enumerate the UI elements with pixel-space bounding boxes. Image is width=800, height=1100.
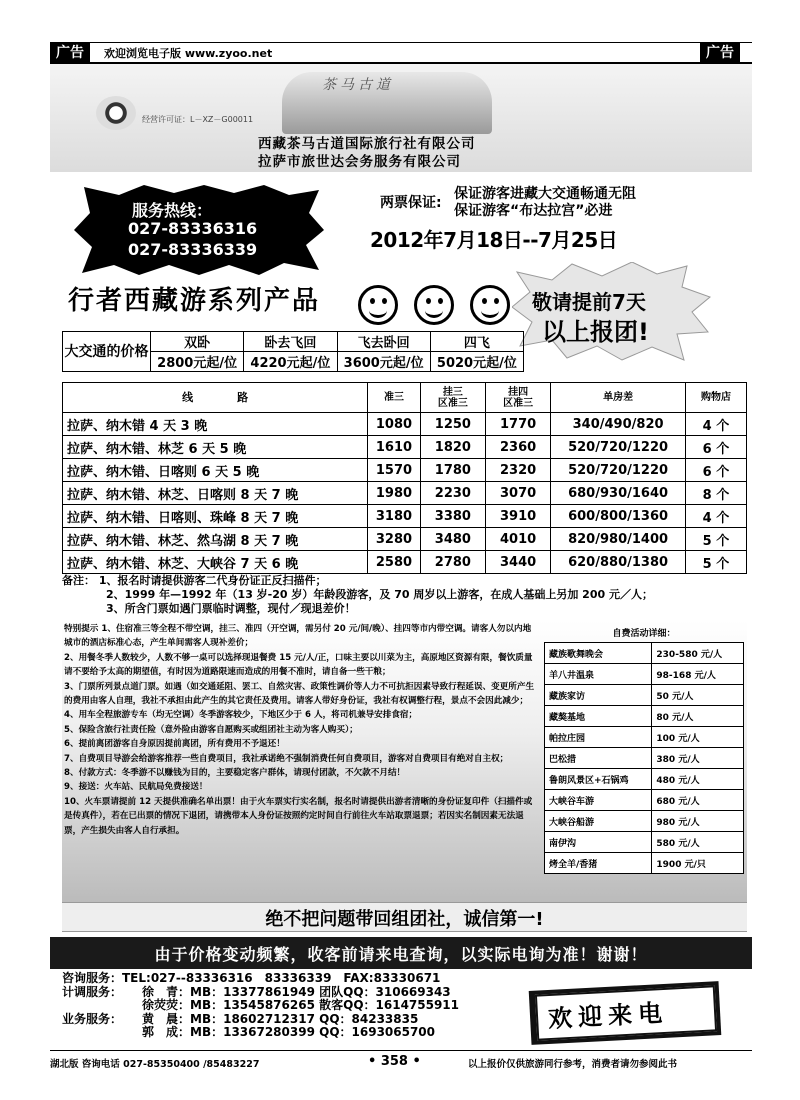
routes-header: 单房差	[551, 383, 686, 413]
extra-price: 480 元/人	[652, 769, 744, 790]
special-note: 10、火车票请提前 12 天提供准确名单出票！由于火车票实行实名制，报名时请提供出游者清晰的身份证复印件（扫描件或是传真件），若在已出票的情况下退团，请携带本人身份证按照约定时间自行前往火车站取票退票；若因实名制因素无法退票，产生损失由客人自行承担。	[64, 796, 533, 836]
price-notice: 由于价格变动频繁，收客前请来电查询，以实际电询为准！谢谢！	[154, 945, 648, 964]
guarantee-label: 两票保证:	[380, 195, 442, 211]
company-logo	[96, 96, 136, 130]
route-name: 拉萨、纳木错、林芝、大峡谷 7 天 6 晚	[63, 551, 368, 574]
transport-price: 2800元起/位	[151, 352, 244, 372]
footer-phone: 湖北版 咨询电话 027-85350400 /85483227	[50, 1059, 260, 1070]
extra-activity: 鲁朗风景区+石锅鸡	[545, 769, 652, 790]
footer-disclaimer: 以上报价仅供旅游同行参考，消费者请勿参阅此书	[468, 1059, 678, 1070]
special-note: 3、门票所列景点道门票。如遇（如交通延阻、罢工、自然灾害、政策性调价等人力不可抗拒因素导致行程延误、变更所产生的费用由客人自理，我社不承担由此产生的其它责任及费用。请客人带好身份证，我社有权调整行程，景点不会因此减少；	[64, 681, 535, 707]
route-cell: 2780	[420, 551, 485, 574]
route-cell: 3480	[420, 528, 485, 551]
route-cell: 3280	[368, 528, 421, 551]
extra-activity: 藏獒基地	[545, 706, 652, 727]
route-cell: 4 个	[685, 413, 746, 436]
extra-price: 980 元/人	[652, 811, 744, 832]
date-range: 2012年7月18日--7月25日	[370, 228, 618, 252]
route-cell: 1250	[420, 413, 485, 436]
extra-row	[545, 832, 744, 853]
route-cell: 600/800/1360	[551, 505, 686, 528]
guarantee-line-1: 保证游客进藏大交通畅通无阻	[454, 186, 636, 202]
route-cell: 3380	[420, 505, 485, 528]
extra-price: 680 元/人	[652, 790, 744, 811]
route-cell: 520/720/1220	[551, 459, 686, 482]
routes-header: 准三	[368, 383, 421, 413]
transport-price: 4220元起/位	[244, 352, 337, 372]
route-cell: 820/980/1400	[551, 528, 686, 551]
extra-activity: 藏族歌舞晚会	[545, 643, 652, 664]
transport-price: 3600元起/位	[337, 352, 430, 372]
extra-activity: 巴松措	[545, 748, 652, 769]
special-note: 特别提示 1、住宿准三等全程不带空调，挂三、准四（开空调，需另付 20 元/间/晚）、挂四等市内带空调。请客人勿以内地城市的酒店标准心态，产生单间需客人现补差价；	[64, 624, 532, 649]
route-cell: 2580	[368, 551, 421, 574]
product-title: 行者西藏游系列产品	[68, 286, 321, 316]
route-name: 拉萨、纳木错 4 天 3 晚	[63, 413, 368, 436]
extra-activity: 南伊沟	[545, 832, 652, 853]
route-cell: 5 个	[685, 551, 746, 574]
special-note: 8、付款方式：冬季游不以赚钱为目的，主要稳定客户群体，请现付团款，不欠款不月结！	[64, 768, 406, 779]
route-cell: 5 个	[685, 528, 746, 551]
extra-price: 1900 元/只	[652, 853, 744, 874]
route-cell: 1080	[368, 413, 421, 436]
special-note: 2、用餐冬季人数较少，人数不够一桌可以选择现退餐费 15 元/人/正，口味主要以川菜为主，高原地区资源有限，餐饮质量请不要给予太高的期望值，有时因为道路限速而造成的用餐不准时，请自备一些干粮；	[64, 652, 533, 678]
transport-header: 四飞	[430, 332, 523, 352]
route-cell: 3070	[486, 482, 551, 505]
route-row	[63, 413, 747, 436]
route-row	[63, 528, 747, 551]
extra-activity: 大峡谷车游	[545, 790, 652, 811]
extra-price: 380 元/人	[652, 748, 744, 769]
route-row	[63, 436, 747, 459]
route-cell: 1820	[420, 436, 485, 459]
contacts-block	[62, 972, 562, 1040]
route-row	[63, 459, 747, 482]
route-cell: 1780	[420, 459, 485, 482]
route-cell: 1570	[368, 459, 421, 482]
routes-header: 线 路	[63, 383, 368, 413]
note-item: 2、1999 年—1992 年（13 岁-20 岁）年龄段游客，及 70 周岁以上游客，在成人基础上另加 200 元／人；	[106, 588, 653, 601]
route-cell: 1610	[368, 436, 421, 459]
early-booking-line-1: 敬请提前7天	[532, 290, 646, 314]
notes-block	[62, 574, 747, 616]
transport-header: 双卧	[151, 332, 244, 352]
calligraphy-title: 茶马古道	[322, 77, 394, 93]
extra-row	[545, 727, 744, 748]
page-number: • 358 •	[368, 1054, 421, 1069]
special-note: 6、提前离团游客自身原因提前离团，所有费用不予退还！	[64, 739, 285, 750]
footer-rule	[50, 1050, 752, 1051]
route-cell: 8 个	[685, 482, 746, 505]
slogan: 绝不把问题带回组团社，诚信第一!	[265, 909, 544, 930]
route-cell: 2320	[486, 459, 551, 482]
special-notes-list	[64, 622, 538, 838]
extra-row	[545, 853, 744, 874]
transport-header: 飞去卧回	[337, 332, 430, 352]
route-cell: 2230	[420, 482, 485, 505]
extra-row	[545, 643, 744, 664]
early-booking-line-2: 以上报团!	[542, 318, 649, 346]
routes-header: 挂四 区准三	[486, 383, 551, 413]
extra-price: 100 元/人	[652, 727, 744, 748]
ad-tag-right: 广告	[700, 42, 740, 64]
consult-line: 咨询服务：TEL:027--83336316 83336339 FAX:83330671	[62, 971, 441, 985]
route-cell: 3440	[486, 551, 551, 574]
route-cell: 4 个	[685, 505, 746, 528]
route-cell: 340/490/820	[551, 413, 686, 436]
transport-price-table	[62, 331, 524, 372]
extra-price: 80 元/人	[652, 706, 744, 727]
extra-row	[545, 706, 744, 727]
extra-row	[545, 664, 744, 685]
route-cell: 520/720/1220	[551, 436, 686, 459]
extra-row	[545, 811, 744, 832]
special-note: 4、用车全程旅游专车（均无空调）冬季游客较少，下地区少于 6 人，将司机兼导安排食宿；	[64, 710, 418, 721]
extras-table	[544, 642, 744, 874]
route-cell: 680/930/1640	[551, 482, 686, 505]
extra-row	[545, 748, 744, 769]
routes-table	[62, 382, 747, 574]
plan-label: 计调服务：	[62, 984, 123, 999]
planner-contact: 徐荧荧：MB：13545876265 散客QQ：1614755911	[142, 998, 460, 1013]
routes-header: 购物店	[685, 383, 746, 413]
route-cell: 4010	[486, 528, 551, 551]
extra-row	[545, 685, 744, 706]
route-row	[63, 551, 747, 574]
route-cell: 6 个	[685, 436, 746, 459]
note-item: 1、报名时请提供游客二代身份证正反扫描件；	[98, 574, 327, 587]
route-cell: 1980	[368, 482, 421, 505]
guarantee-line-2: 保证游客“布达拉宫”必进	[454, 203, 613, 219]
extra-activity: 大峡谷船游	[545, 811, 652, 832]
routes-header: 挂三 区准三	[420, 383, 485, 413]
company-name-2: 拉萨市旅世达会务服务有限公司	[258, 154, 461, 170]
extra-activity: 烤全羊/香猪	[545, 853, 652, 874]
route-name: 拉萨、纳木错、日喀则、珠峰 8 天 7 晚	[63, 505, 368, 528]
hotline-title: 服务热线：	[132, 201, 213, 220]
hotline-phone-1[interactable]: 027-83336316	[128, 219, 258, 238]
smiley-icon	[414, 285, 454, 325]
extra-row	[545, 769, 744, 790]
smiley-icon	[358, 285, 398, 325]
route-name: 拉萨、纳木错、林芝、然乌湖 8 天 7 晚	[63, 528, 368, 551]
extras-title: 自费活动详细：	[612, 629, 676, 639]
biz-contact: 黄 晨：MB：18602712317 QQ：84233835	[142, 1011, 419, 1026]
route-cell: 1770	[486, 413, 551, 436]
special-note: 7、自费项目导游会给游客推荐一些自费项目，我社承诺绝不强制消费任何自费项目，游客对自费项目有绝对自主权；	[64, 753, 509, 764]
transport-label: 大交通的价格	[63, 332, 151, 372]
biz-label: 业务服务：	[62, 1011, 123, 1026]
biz-contact: 郭 成：MB：13367280399 QQ：1693065700	[142, 1025, 436, 1040]
special-note: 9、接送：火车站、民航局免费接送！	[64, 782, 208, 793]
extra-price: 98-168 元/人	[652, 664, 744, 685]
extra-price: 580 元/人	[652, 832, 744, 853]
route-row	[63, 482, 747, 505]
route-cell: 620/880/1380	[551, 551, 686, 574]
route-name: 拉萨、纳木错、日喀则 6 天 5 晚	[63, 459, 368, 482]
license-number: 经营许可证：L－XZ－G00011	[142, 115, 254, 124]
route-cell: 3180	[368, 505, 421, 528]
route-cell: 2360	[486, 436, 551, 459]
extra-price: 50 元/人	[652, 685, 744, 706]
note-item: 3、所含门票如遇门票临时调整，现付／现退差价！	[106, 602, 356, 615]
company-name-1: 西藏茶马古道国际旅行社有限公司	[258, 136, 476, 152]
route-row	[63, 505, 747, 528]
notes-label: 备注：	[62, 574, 95, 587]
welcome-text: 欢迎来电	[547, 998, 669, 1034]
transport-price: 5020元起/位	[430, 352, 523, 372]
extra-price: 230-580 元/人	[652, 643, 744, 664]
route-cell: 3910	[486, 505, 551, 528]
hotline-phone-2[interactable]: 027-83336339	[128, 240, 258, 259]
transport-header: 卧去飞回	[244, 332, 337, 352]
route-name: 拉萨、纳木错、林芝 6 天 5 晚	[63, 436, 368, 459]
extra-activity: 羊八井温泉	[545, 664, 652, 685]
route-cell: 6 个	[685, 459, 746, 482]
planner-contact: 徐 青：MB：13377861949 团队QQ：310669343	[142, 984, 451, 999]
route-name: 拉萨、纳木错、林芝、日喀则 8 天 7 晚	[63, 482, 368, 505]
extra-row	[545, 790, 744, 811]
extra-activity: 藏族家访	[545, 685, 652, 706]
ad-tag-left: 广告	[50, 42, 90, 64]
site-link[interactable]: 欢迎浏览电子版 www.zyoo.net	[104, 47, 273, 60]
smiley-icon	[470, 285, 510, 325]
extra-activity: 帕拉庄园	[545, 727, 652, 748]
special-note: 5、保险含旅行社责任险（意外险由游客自愿购买或组团社主动为客人购买）；	[64, 724, 358, 735]
